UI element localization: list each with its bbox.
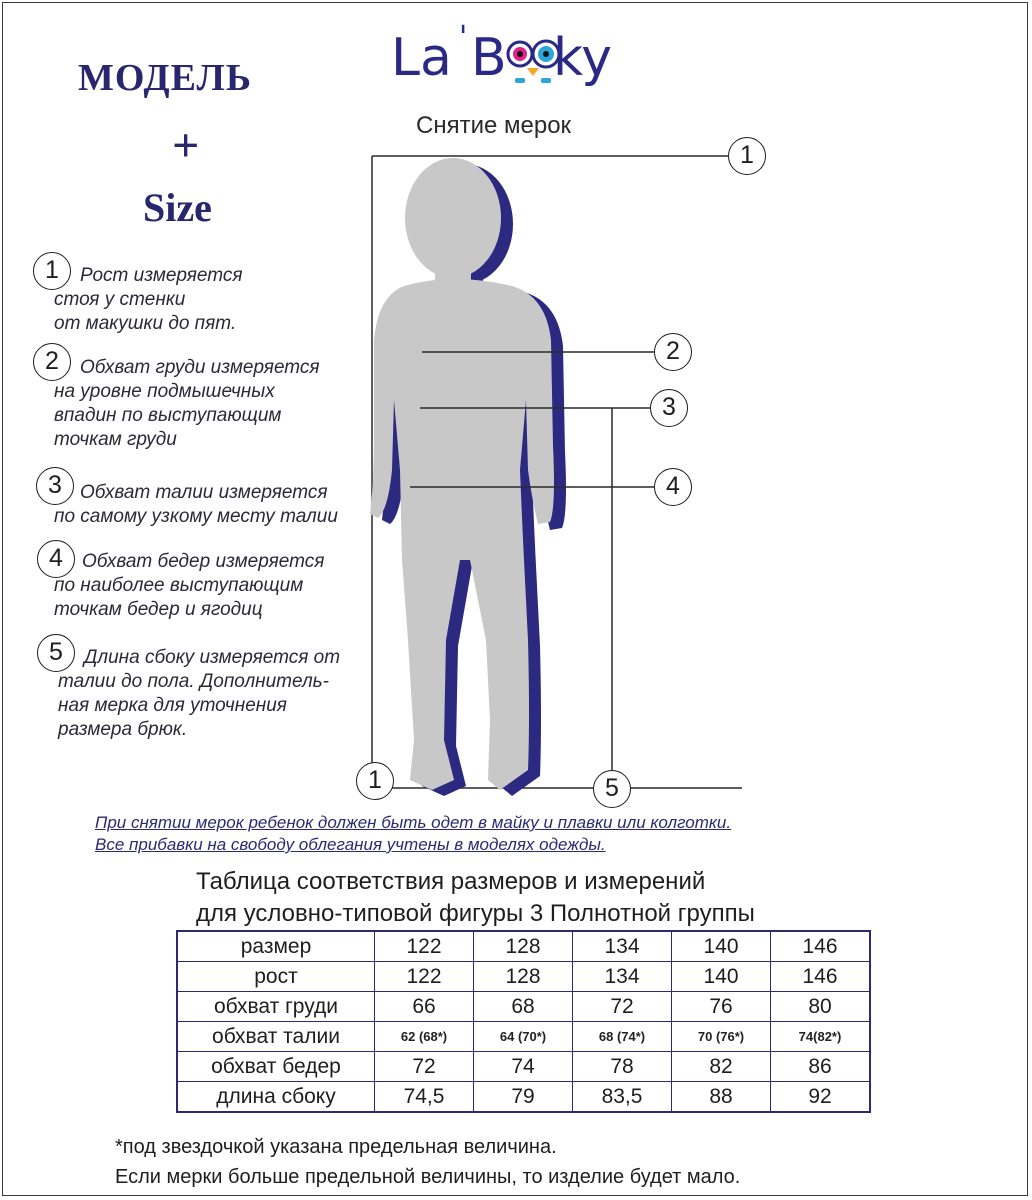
- table-cell: 70 (76*): [672, 1022, 771, 1052]
- measurement-caption: Снятие мерок: [416, 112, 572, 139]
- table-cell: 134: [573, 931, 672, 962]
- row-label: обхват бедер: [177, 1052, 375, 1082]
- table-cell: 64 (70*): [474, 1022, 573, 1052]
- note-number-4: 4: [37, 540, 75, 578]
- table-cell: 122: [375, 962, 474, 992]
- table-row: [177, 1082, 870, 1113]
- table-cell: 146: [771, 962, 871, 992]
- table-cell: 82: [672, 1052, 771, 1082]
- notice-line-2: Все прибавки на свободу облегания учтены в моделях одежды.: [95, 835, 606, 854]
- logo-text-b: B: [471, 28, 507, 88]
- table-row: [177, 931, 870, 962]
- model-title: МОДЕЛЬ: [78, 57, 252, 99]
- table-cell: 74(82*): [771, 1022, 871, 1052]
- table-cell: 140: [672, 931, 771, 962]
- brand-logo: La ' B ky: [391, 20, 613, 88]
- marker-4: 4: [654, 468, 692, 506]
- note-text-3: Обхват талии измеряется по самому узкому месту талии: [54, 482, 338, 527]
- size-table-title-line-2: для условно-типовой фигуры 3 Полнотной группы: [196, 900, 755, 927]
- table-cell: 134: [573, 962, 672, 992]
- marker-3: 3: [650, 389, 688, 427]
- footer-note: [115, 1132, 740, 1192]
- size-table-title-line-1: Таблица соответствия размеров и измерений: [196, 868, 706, 895]
- row-label: длина сбоку: [177, 1082, 375, 1113]
- size-table-title: [196, 866, 755, 930]
- table-cell: 68 (74*): [573, 1022, 672, 1052]
- table-cell: 128: [474, 962, 573, 992]
- note-number-2: 2: [33, 343, 71, 381]
- row-label: обхват талии: [177, 1022, 375, 1052]
- row-label: размер: [177, 931, 375, 962]
- table-cell: 72: [375, 1052, 474, 1082]
- table-cell: 66: [375, 992, 474, 1022]
- size-title: Size: [143, 185, 212, 230]
- table-cell: 86: [771, 1052, 871, 1082]
- table-cell: 76: [672, 992, 771, 1022]
- table-cell: 83,5: [573, 1082, 672, 1113]
- note-text-4: Обхват бедер измеряется по наиболее выступающим точкам бедер и ягодиц: [54, 551, 325, 620]
- plus-sign: +: [172, 119, 200, 172]
- footer-line-1: *под звездочкой указана предельная величина.: [115, 1136, 557, 1158]
- note-number-5: 5: [37, 634, 75, 672]
- table-cell: 146: [771, 931, 871, 962]
- size-table: [176, 930, 871, 1113]
- note-number-1: 1: [33, 252, 71, 290]
- dressing-notice: [95, 812, 731, 856]
- table-cell: 74,5: [375, 1082, 474, 1113]
- marker-1-top: 1: [728, 137, 766, 175]
- table-cell: 88: [672, 1082, 771, 1113]
- marker-2: 2: [654, 333, 692, 371]
- table-cell: 68: [474, 992, 573, 1022]
- table-cell: 72: [573, 992, 672, 1022]
- note-text-1: Рост измеряется стоя у стенки от макушки до пят.: [54, 265, 243, 334]
- logo-text-ky: ky: [553, 28, 613, 88]
- note-text-5: Длина сбоку измеряется от талии до пола. Дополнитель- ная мерка для уточнения размера брюк.: [58, 647, 341, 740]
- note-number-3: 3: [36, 467, 74, 505]
- row-label: обхват груди: [177, 992, 375, 1022]
- table-cell: 80: [771, 992, 871, 1022]
- row-label: рост: [177, 962, 375, 992]
- table-row: [177, 1022, 870, 1052]
- table-row: [177, 962, 870, 992]
- marker-5: 5: [593, 770, 631, 808]
- notice-line-1: При снятии мерок ребенок должен быть одет в майку и плавки или колготки.: [95, 813, 732, 832]
- logo-text-la: La: [391, 28, 452, 88]
- table-cell: 78: [573, 1052, 672, 1082]
- table-cell: 79: [474, 1082, 573, 1113]
- table-cell: 122: [375, 931, 474, 962]
- table-cell: 128: [474, 931, 573, 962]
- table-cell: 92: [771, 1082, 871, 1113]
- table-cell: 74: [474, 1052, 573, 1082]
- table-row: [177, 992, 870, 1022]
- marker-1-bottom: 1: [356, 762, 394, 800]
- note-text-2: Обхват груди измеряется на уровне подмышечных впадин по выступающим точкам груди: [54, 357, 320, 450]
- table-cell: 62 (68*): [375, 1022, 474, 1052]
- table-row: [177, 1052, 870, 1082]
- table-cell: 140: [672, 962, 771, 992]
- footer-line-2: Если мерки больше предельной величины, то изделие будет мало.: [115, 1166, 741, 1188]
